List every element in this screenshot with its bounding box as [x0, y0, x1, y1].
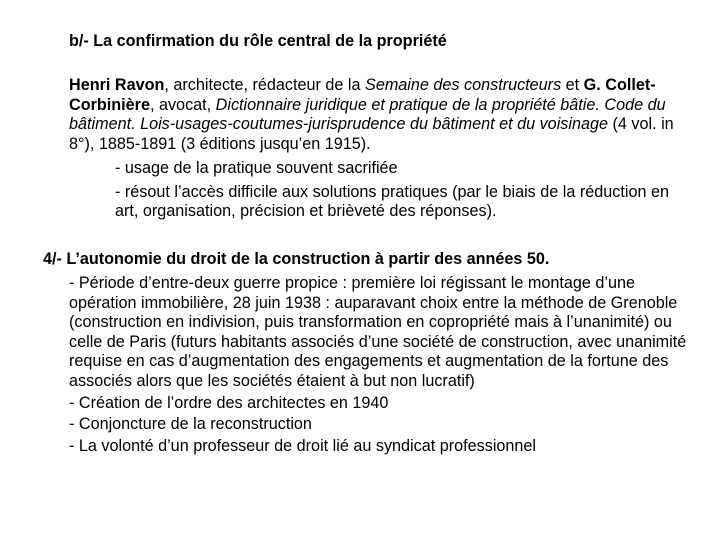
ravon-text-3: , avocat, [149, 95, 216, 114]
section-heading: 4/- L’autonomie du droit de la construction à partir des années 50. [43, 250, 550, 268]
section-4-list [69, 274, 689, 458]
list-item: - Conjoncture de la reconstruction [69, 415, 312, 434]
list-item: - Création de l’ordre des architectes en 1940 [69, 393, 389, 412]
author-ravon: Henri Ravon [69, 76, 165, 94]
bullet-item: - usage de la pratique souvent sacrifiée [115, 159, 398, 177]
subsection-heading: b/- La confirmation du rôle central de la propriété [69, 32, 447, 50]
list-item: - Période d’entre-deux guerre propice : première loi régissant le montage d’une opération immobilière, 28 juin 1938 : auparavant choix entre la méthode de Grenoble (construction en indivision, puis transformation en copropriété mais à l’unanimité) ou celle de Paris (futurs habitants associés d’une société de construction, avec unanimité requise en cas d’augmentation des engagements et augmentation de la fortune des associés alors que les sociétés étaient à but non lucratif) [69, 274, 687, 390]
ravon-text-1: , architecte, rédacteur de la [164, 76, 366, 94]
work-title-semaine: Semaine des constructeurs [365, 76, 562, 94]
author-collet: G. Collet-Corbinière [69, 76, 656, 114]
ravon-text-4: (4 vol. in 8°), 1885-1891 (3 éditions jusqu’en 1915). [69, 115, 674, 153]
ravon-bullet-list [115, 159, 685, 226]
ravon-paragraph [69, 76, 679, 154]
list-item: - La volonté d’un professeur de droit lié au syndicat professionnel [69, 436, 537, 455]
bullet-item: - résout l’accès difficile aux solutions pratiques (par le biais de la réduction en art, organisation, précision et brièveté des réponses). [115, 182, 669, 221]
work-title-dictionnaire: Dictionnaire juridique et pratique de la propriété bâtie. Code du bâtiment. Lois-usages-coutumes-jurisprudence du bâtiment et du voisinage [69, 95, 666, 134]
ravon-text-2: et [561, 76, 584, 94]
